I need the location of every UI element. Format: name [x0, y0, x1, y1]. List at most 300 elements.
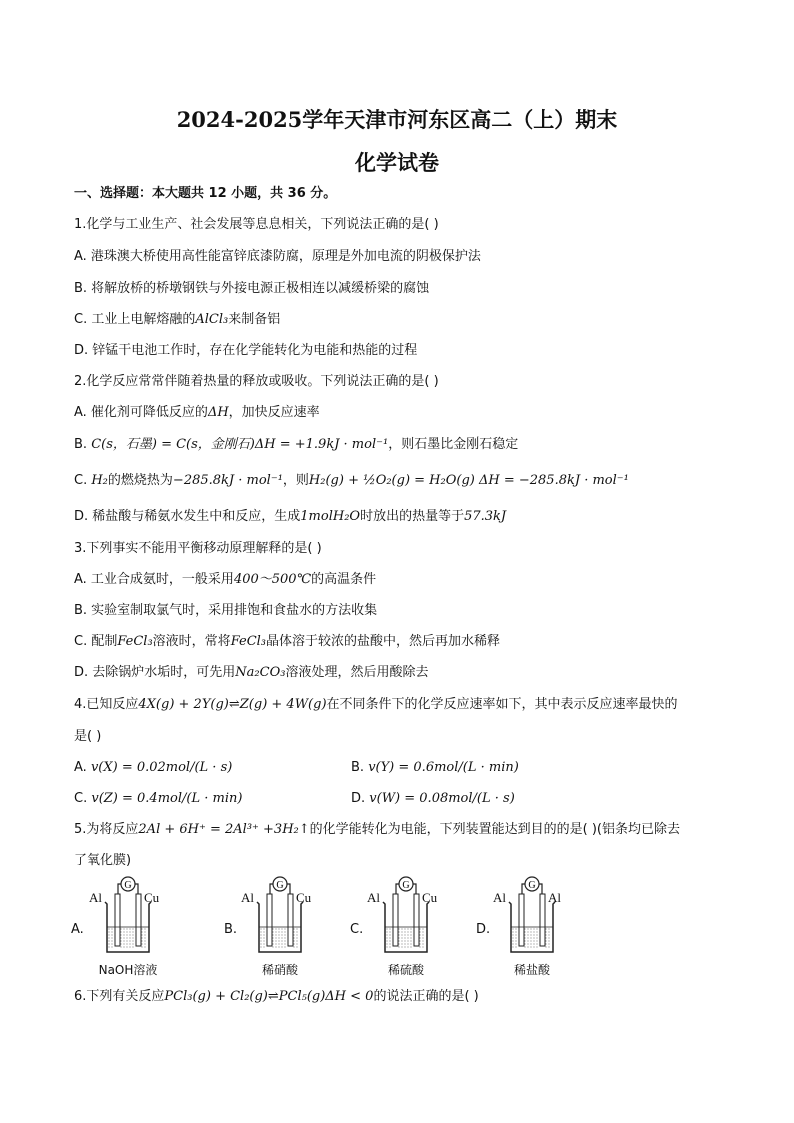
- q2-option-d: D. 稀盐酸与稀氨水发生中和反应，生成1molH₂O时放出的热量等于57.3kJ: [74, 509, 507, 524]
- solution-dot: [531, 944, 532, 945]
- solution-dot: [112, 944, 113, 945]
- q4-stem: 4.已知反应4X(g) + 2Y(g)⇌Z(g) + 4W(g)在不同条件下的化学反应速率如下，其中表示反应速率最快的: [74, 697, 678, 712]
- solution-dot: [285, 932, 286, 933]
- solution-dot: [513, 929, 514, 930]
- solution-dot: [279, 947, 280, 948]
- solution-dot: [294, 941, 295, 942]
- solution-dot: [264, 929, 265, 930]
- solution-dot: [109, 932, 110, 933]
- electrode-right-label: Cu: [144, 890, 160, 905]
- solution-dot: [127, 947, 128, 948]
- solution-dot: [516, 929, 517, 930]
- solution-dot: [145, 938, 146, 939]
- solution-dot: [402, 944, 403, 945]
- solution-dot: [528, 947, 529, 948]
- solution-dot: [387, 941, 388, 942]
- solution-dot: [282, 932, 283, 933]
- solution-dot: [405, 947, 406, 948]
- solution-dot: [112, 938, 113, 939]
- solution-dot: [408, 944, 409, 945]
- solution-dot: [130, 932, 131, 933]
- solution-dot: [133, 935, 134, 936]
- solution-dot: [121, 929, 122, 930]
- solution-dot: [537, 932, 538, 933]
- solution-dot: [133, 929, 134, 930]
- solution-dot: [276, 941, 277, 942]
- solution-dot: [423, 938, 424, 939]
- solution-dot: [273, 944, 274, 945]
- solution-dot: [537, 929, 538, 930]
- solution-dot: [534, 935, 535, 936]
- electrode-left: [267, 894, 272, 946]
- solution-dot: [546, 935, 547, 936]
- solution-dot: [390, 947, 391, 948]
- solution-dot: [411, 932, 412, 933]
- solution-dot: [408, 947, 409, 948]
- solution-dot: [525, 944, 526, 945]
- solution-dot: [297, 944, 298, 945]
- solution-dot: [261, 941, 262, 942]
- q5-stem-cont: 了氧化膜): [74, 853, 132, 868]
- exam-subtitle: 化学试卷: [355, 150, 439, 175]
- solution-dot: [276, 932, 277, 933]
- solution-dot: [127, 932, 128, 933]
- solution-dot: [513, 947, 514, 948]
- solution-dot: [279, 941, 280, 942]
- solution-dot: [282, 944, 283, 945]
- solution-dot: [279, 944, 280, 945]
- solution-dot: [411, 941, 412, 942]
- solution-dot: [142, 947, 143, 948]
- solution-dot: [127, 929, 128, 930]
- solution-dot: [516, 938, 517, 939]
- solution-dot: [537, 947, 538, 948]
- q2-option-c: C. H₂的燃烧热为−285.8kJ · mol⁻¹，则H₂(g) + ½O₂(g) = H₂O(g) ΔH = −285.8kJ · mol⁻¹: [74, 473, 629, 488]
- solution-dot: [516, 941, 517, 942]
- solution-dot: [405, 944, 406, 945]
- solution-dot: [516, 935, 517, 936]
- solution-dot: [297, 932, 298, 933]
- q4-stem-cont: 是( ): [74, 729, 102, 744]
- q2-option-b: B. C(s，石墨) = C(s，金刚石)ΔH = +1.9kJ · mol⁻¹，则石墨比金刚石稳定: [74, 437, 519, 452]
- q5-option-label: A.: [71, 922, 84, 937]
- solution-dot: [121, 947, 122, 948]
- solution-dot: [133, 941, 134, 942]
- galvanic-cell-diagram: [507, 872, 557, 958]
- q4-option-d: D. v(W) = 0.08mol/(L · s): [351, 791, 515, 806]
- solution-dot: [537, 935, 538, 936]
- solution-dot: [408, 932, 409, 933]
- solution-dot: [112, 929, 113, 930]
- solution-dot: [124, 947, 125, 948]
- solution-dot: [264, 938, 265, 939]
- solution-dot: [546, 938, 547, 939]
- solution-dot: [112, 932, 113, 933]
- solution-dot: [276, 929, 277, 930]
- solution-dot: [142, 944, 143, 945]
- solution-dot: [402, 947, 403, 948]
- q1-option-b: B. 将解放桥的桥墩钢铁与外接电源正极相连以减缓桥梁的腐蚀: [74, 281, 430, 296]
- q5-option-label: B.: [224, 922, 238, 937]
- solution-dot: [513, 932, 514, 933]
- solution-dot: [121, 944, 122, 945]
- solution-dot: [264, 932, 265, 933]
- solution-dot: [282, 947, 283, 948]
- solution-dot: [531, 938, 532, 939]
- solution-dot: [297, 947, 298, 948]
- solution-dot: [127, 938, 128, 939]
- solution-dot: [546, 947, 547, 948]
- solution-dot: [294, 932, 295, 933]
- q4-option-a: A. v(X) = 0.02mol/(L · s): [74, 760, 233, 775]
- solution-dot: [399, 947, 400, 948]
- solution-dot: [109, 938, 110, 939]
- solution-dot: [261, 932, 262, 933]
- solution-dot: [549, 944, 550, 945]
- solution-dot: [546, 929, 547, 930]
- solution-dot: [264, 941, 265, 942]
- solution-dot: [531, 929, 532, 930]
- solution-dot: [112, 947, 113, 948]
- solution-dot: [121, 935, 122, 936]
- solution-dot: [399, 929, 400, 930]
- solution-dot: [112, 941, 113, 942]
- solution-dot: [273, 935, 274, 936]
- galvanometer-label: G: [276, 880, 284, 891]
- q6-stem: 6.下列有关反应PCl₃(g) + Cl₂(g)⇌PCl₅(g)ΔH < 0的说法正确的是( ): [74, 989, 479, 1004]
- solution-dot: [273, 947, 274, 948]
- solution-dot: [145, 947, 146, 948]
- solution-dot: [285, 929, 286, 930]
- solution-dot: [420, 935, 421, 936]
- electrode-right: [288, 894, 293, 946]
- solution-dot: [399, 932, 400, 933]
- q3-option-b: B. 实验室制取氯气时，采用排饱和食盐水的方法收集: [74, 603, 378, 618]
- solution-dot: [528, 929, 529, 930]
- solution-dot: [528, 944, 529, 945]
- solution-dot: [402, 938, 403, 939]
- q3-option-c: C. 配制FeCl₃溶液时，常将FeCl₃晶体溶于较浓的盐酸中，然后再加水稀释: [74, 634, 501, 649]
- solution-dot: [408, 938, 409, 939]
- solution-dot: [282, 941, 283, 942]
- solution-dot: [549, 929, 550, 930]
- solution-dot: [297, 929, 298, 930]
- solution-dot: [142, 938, 143, 939]
- solution-dot: [387, 932, 388, 933]
- solution-dot: [513, 941, 514, 942]
- solution-dot: [408, 929, 409, 930]
- solution-dot: [109, 941, 110, 942]
- solution-dot: [130, 929, 131, 930]
- solution-dot: [276, 938, 277, 939]
- solution-dot: [387, 929, 388, 930]
- solution-dot: [127, 941, 128, 942]
- solution-dot: [124, 944, 125, 945]
- solution-dot: [390, 944, 391, 945]
- solution-dot: [264, 935, 265, 936]
- solution-dot: [423, 932, 424, 933]
- solution-dot: [276, 944, 277, 945]
- q2-stem: 2.化学反应常常伴随着热量的释放或吸收。下列说法正确的是( ): [74, 374, 439, 389]
- solution-dot: [276, 947, 277, 948]
- solution-dot: [525, 938, 526, 939]
- solution-dot: [124, 938, 125, 939]
- solution-dot: [420, 932, 421, 933]
- solution-dot: [142, 935, 143, 936]
- solution-dot: [133, 938, 134, 939]
- solution-dot: [294, 947, 295, 948]
- solution-dot: [130, 935, 131, 936]
- solution-dot: [273, 932, 274, 933]
- solution-dot: [525, 932, 526, 933]
- solution-dot: [549, 935, 550, 936]
- solution-dot: [423, 941, 424, 942]
- q2-option-a: A. 催化剂可降低反应的ΔH，加快反应速率: [74, 405, 320, 420]
- electrode-right-label: Cu: [296, 890, 312, 905]
- solution-dot: [294, 935, 295, 936]
- solution-dot: [405, 935, 406, 936]
- solution-dot: [112, 935, 113, 936]
- q4-option-b: B. v(Y) = 0.6mol/(L · min): [351, 760, 519, 775]
- electrode-right-label: Cu: [422, 890, 438, 905]
- exam-title: 2024-2025学年天津市河东区高二（上）期末: [176, 107, 618, 132]
- electrode-left-label: Al: [367, 890, 380, 905]
- electrode-right: [136, 894, 141, 946]
- q5-stem: 5.为将反应2Al + 6H⁺ = 2Al³⁺ +3H₂↑的化学能转化为电能，下列装置能达到目的的是( )(铝条均已除去: [74, 822, 680, 837]
- solution-dot: [408, 941, 409, 942]
- solution-dot: [145, 929, 146, 930]
- solution-dot: [387, 938, 388, 939]
- solution-dot: [411, 935, 412, 936]
- solution-dot: [528, 938, 529, 939]
- solution-dot: [399, 941, 400, 942]
- solution-dot: [405, 938, 406, 939]
- solution-dot: [279, 935, 280, 936]
- solution-dot: [420, 944, 421, 945]
- solution-dot: [279, 932, 280, 933]
- solution-dot: [537, 941, 538, 942]
- solution-dot: [145, 941, 146, 942]
- solution-dot: [273, 938, 274, 939]
- electrode-left: [115, 894, 120, 946]
- solution-dot: [133, 947, 134, 948]
- solution-dot: [513, 935, 514, 936]
- solution-dot: [402, 935, 403, 936]
- solution-dot: [525, 947, 526, 948]
- solution-dot: [390, 935, 391, 936]
- solution-dot: [282, 938, 283, 939]
- solution-dot: [273, 929, 274, 930]
- solution-dot: [402, 941, 403, 942]
- galvanometer-label: G: [124, 880, 132, 891]
- solution-dot: [121, 938, 122, 939]
- solution-dot: [127, 935, 128, 936]
- solution-dot: [294, 929, 295, 930]
- solution-dot: [261, 947, 262, 948]
- solution-dot: [387, 935, 388, 936]
- electrode-left: [519, 894, 524, 946]
- solution-dot: [420, 938, 421, 939]
- solution-dot: [261, 935, 262, 936]
- solution-dot: [130, 944, 131, 945]
- galvanometer-label: G: [402, 880, 410, 891]
- solution-dot: [525, 929, 526, 930]
- solution-dot: [525, 935, 526, 936]
- q5-option-label: C.: [350, 922, 364, 937]
- solution-dot: [516, 944, 517, 945]
- solution-dot: [528, 932, 529, 933]
- solution-dot: [297, 935, 298, 936]
- solution-dot: [390, 929, 391, 930]
- solution-dot: [285, 935, 286, 936]
- solution-dot: [411, 944, 412, 945]
- q3-option-d: D. 去除锅炉水垢时，可先用Na₂CO₃溶液处理，然后用酸除去: [74, 665, 429, 680]
- solution-dot: [402, 932, 403, 933]
- electrode-left-label: Al: [89, 890, 102, 905]
- solution-dot: [528, 941, 529, 942]
- solution-dot: [294, 944, 295, 945]
- solution-dot: [279, 929, 280, 930]
- solution-dot: [297, 938, 298, 939]
- q1-option-a: A. 港珠澳大桥使用高性能富锌底漆防腐，原理是外加电流的阴极保护法: [74, 249, 481, 264]
- solution-dot: [516, 932, 517, 933]
- solution-dot: [124, 932, 125, 933]
- solution-dot: [387, 947, 388, 948]
- solution-dot: [261, 938, 262, 939]
- solution-dot: [130, 947, 131, 948]
- solution-dot: [142, 929, 143, 930]
- solution-label: NaOH溶液: [98, 963, 158, 977]
- solution-label: 稀硝酸: [261, 963, 299, 977]
- solution-dot: [534, 932, 535, 933]
- electrode-left: [393, 894, 398, 946]
- solution-dot: [145, 932, 146, 933]
- solution-dot: [142, 941, 143, 942]
- solution-dot: [420, 929, 421, 930]
- electrode-left-label: Al: [493, 890, 506, 905]
- solution-dot: [531, 932, 532, 933]
- solution-dot: [549, 932, 550, 933]
- electrode-right-label: Al: [548, 890, 561, 905]
- solution-dot: [513, 944, 514, 945]
- solution-dot: [513, 938, 514, 939]
- solution-dot: [124, 941, 125, 942]
- solution-dot: [285, 941, 286, 942]
- solution-dot: [423, 944, 424, 945]
- q3-option-a: A. 工业合成氨时，一般采用400～500℃的高温条件: [74, 572, 377, 587]
- solution-dot: [405, 929, 406, 930]
- solution-dot: [546, 932, 547, 933]
- solution-dot: [297, 941, 298, 942]
- solution-dot: [124, 935, 125, 936]
- solution-dot: [546, 941, 547, 942]
- solution-dot: [408, 935, 409, 936]
- q1-stem: 1.化学与工业生产、社会发展等息息相关，下列说法正确的是( ): [74, 217, 439, 232]
- electrode-left-label: Al: [241, 890, 254, 905]
- solution-dot: [549, 947, 550, 948]
- solution-dot: [423, 947, 424, 948]
- solution-label: 稀盐酸: [513, 963, 551, 977]
- solution-dot: [285, 938, 286, 939]
- solution-dot: [264, 947, 265, 948]
- solution-dot: [390, 938, 391, 939]
- solution-dot: [109, 935, 110, 936]
- solution-dot: [399, 938, 400, 939]
- solution-dot: [127, 944, 128, 945]
- solution-label: 稀硫酸: [387, 963, 425, 977]
- q5-option-label: D.: [476, 922, 491, 937]
- solution-dot: [261, 929, 262, 930]
- q1-option-d: D. 锌锰干电池工作时，存在化学能转化为电能和热能的过程: [74, 343, 418, 358]
- q4-option-c: C. v(Z) = 0.4mol/(L · min): [74, 791, 243, 806]
- solution-dot: [133, 944, 134, 945]
- solution-dot: [130, 938, 131, 939]
- solution-dot: [516, 947, 517, 948]
- solution-dot: [387, 944, 388, 945]
- q3-stem: 3.下列事实不能用平衡移动原理解释的是( ): [74, 541, 322, 556]
- solution-dot: [285, 947, 286, 948]
- solution-dot: [534, 929, 535, 930]
- solution-dot: [531, 935, 532, 936]
- solution-dot: [405, 932, 406, 933]
- solution-dot: [285, 944, 286, 945]
- q1-option-c: C. 工业上电解熔融的AlCl₃来制备铝: [74, 312, 281, 327]
- galvanometer-label: G: [528, 880, 536, 891]
- solution-dot: [537, 938, 538, 939]
- solution-dot: [390, 941, 391, 942]
- solution-dot: [273, 941, 274, 942]
- solution-dot: [109, 947, 110, 948]
- solution-dot: [534, 947, 535, 948]
- electrode-right: [414, 894, 419, 946]
- solution-dot: [534, 941, 535, 942]
- solution-dot: [420, 941, 421, 942]
- solution-dot: [531, 947, 532, 948]
- solution-dot: [423, 935, 424, 936]
- section-heading: 一、选择题：本大题共 12 小题，共 36 分。: [74, 186, 337, 201]
- solution-dot: [534, 938, 535, 939]
- solution-dot: [261, 944, 262, 945]
- solution-dot: [294, 938, 295, 939]
- solution-dot: [399, 935, 400, 936]
- solution-dot: [411, 947, 412, 948]
- solution-dot: [133, 932, 134, 933]
- solution-dot: [142, 932, 143, 933]
- solution-dot: [549, 938, 550, 939]
- solution-dot: [549, 941, 550, 942]
- electrode-right: [540, 894, 545, 946]
- solution-dot: [130, 941, 131, 942]
- solution-dot: [537, 944, 538, 945]
- galvanic-cell-diagram: [255, 872, 305, 958]
- solution-dot: [525, 941, 526, 942]
- solution-dot: [109, 929, 110, 930]
- solution-dot: [411, 929, 412, 930]
- solution-dot: [282, 935, 283, 936]
- solution-dot: [546, 944, 547, 945]
- solution-dot: [405, 941, 406, 942]
- solution-dot: [420, 947, 421, 948]
- solution-dot: [109, 944, 110, 945]
- solution-dot: [411, 938, 412, 939]
- galvanic-cell-diagram: [103, 872, 153, 958]
- solution-dot: [124, 929, 125, 930]
- solution-dot: [390, 932, 391, 933]
- solution-dot: [121, 932, 122, 933]
- solution-dot: [531, 941, 532, 942]
- solution-dot: [121, 941, 122, 942]
- solution-dot: [402, 929, 403, 930]
